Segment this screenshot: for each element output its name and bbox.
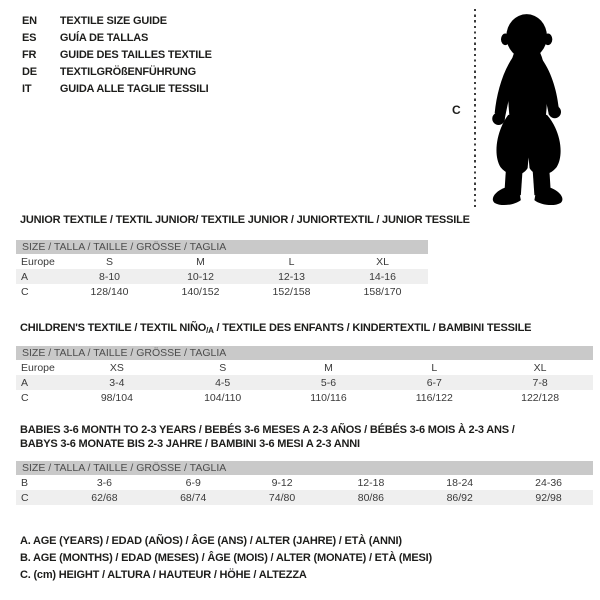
language-row bbox=[22, 47, 212, 64]
cell: 86/92 bbox=[415, 490, 504, 505]
cell: 12-18 bbox=[357, 476, 385, 489]
cell: 116/122 bbox=[415, 391, 453, 404]
cell: 24-36 bbox=[535, 476, 562, 489]
children-title-pre: CHILDREN'S TEXTILE / TEXTIL NIÑO bbox=[20, 322, 207, 334]
junior-table-title: JUNIOR TEXTILE / TEXTIL JUNIOR/ TEXTILE JUNIOR / JUNIORTEXTIL / JUNIOR TESSILE bbox=[20, 214, 470, 226]
table-row bbox=[16, 475, 593, 490]
language-code: DE bbox=[22, 66, 37, 78]
cell: 80/86 bbox=[326, 490, 415, 505]
size-header-row bbox=[16, 240, 428, 254]
children-title-post: / TEXTILE DES ENFANTS / KINDERTEXTIL / BAMBINI TESSILE bbox=[213, 322, 532, 334]
cell: M bbox=[324, 361, 333, 374]
row-label: B bbox=[21, 476, 29, 489]
table-row bbox=[16, 360, 593, 375]
table-row bbox=[16, 490, 593, 505]
language-label: TEXTILGRÖßENFÜHRUNG bbox=[59, 66, 196, 78]
babies-table-title bbox=[20, 423, 515, 451]
cell: L bbox=[431, 361, 438, 374]
children-table-title bbox=[20, 321, 531, 338]
cell: 92/98 bbox=[504, 490, 593, 505]
language-row bbox=[22, 64, 212, 81]
language-list bbox=[22, 13, 212, 98]
junior-size-table bbox=[16, 240, 428, 299]
language-row bbox=[22, 81, 212, 98]
language-code: ES bbox=[22, 32, 37, 44]
row-label: C bbox=[21, 285, 29, 298]
table-row bbox=[16, 390, 593, 405]
height-dotted-line bbox=[474, 9, 476, 209]
cell: 3-6 bbox=[96, 476, 112, 489]
language-code: IT bbox=[22, 83, 32, 95]
cell: 7-8 bbox=[487, 375, 593, 390]
table-row bbox=[16, 269, 428, 284]
cell: 10-12 bbox=[155, 269, 246, 284]
language-label: TEXTILE SIZE GUIDE bbox=[59, 15, 167, 27]
cell: XS bbox=[109, 361, 124, 374]
size-header-row bbox=[16, 461, 593, 475]
baby-head bbox=[506, 14, 547, 59]
legend-line-b: B. AGE (MONTHS) / EDAD (MESES) / ÂGE (MOIS) / ALTER (MONATE) / ETÀ (MESI) bbox=[20, 552, 432, 564]
row-label: Europe bbox=[21, 361, 55, 374]
row-label: C bbox=[21, 391, 29, 404]
cell: XL bbox=[533, 361, 547, 374]
cell: S bbox=[105, 255, 113, 268]
cell: S bbox=[219, 361, 227, 374]
table-row bbox=[16, 284, 428, 299]
table-row bbox=[16, 254, 428, 269]
size-header-row bbox=[16, 346, 593, 360]
cell: 6-7 bbox=[381, 375, 487, 390]
measure-legend bbox=[20, 533, 432, 584]
row-label: A bbox=[16, 375, 64, 390]
cell: 3-4 bbox=[64, 375, 170, 390]
cell: 158/170 bbox=[363, 285, 402, 298]
cell: 74/80 bbox=[238, 490, 327, 505]
cell: 4-5 bbox=[170, 375, 276, 390]
cell: 5-6 bbox=[276, 375, 382, 390]
row-label: C bbox=[16, 490, 60, 505]
cell: 12-13 bbox=[246, 269, 337, 284]
legend-line-c: C. (cm) HEIGHT / ALTURA / HAUTEUR / HÖHE / ALTEZZA bbox=[20, 569, 307, 581]
size-header-label: SIZE / TALLA / TAILLE / GRÖSSE / TAGLIA bbox=[16, 346, 593, 360]
children-title-subscript: /A bbox=[206, 326, 214, 335]
cell: 104/110 bbox=[204, 391, 242, 404]
cell: 122/128 bbox=[521, 391, 560, 404]
language-code: FR bbox=[22, 49, 37, 61]
cell: 98/104 bbox=[100, 391, 133, 404]
row-label: Europe bbox=[21, 255, 55, 268]
baby-silhouette-icon bbox=[485, 10, 577, 210]
babies-size-table bbox=[16, 461, 593, 505]
language-label: GUIDE DES TAILLES TEXTILE bbox=[59, 49, 212, 61]
children-size-table bbox=[16, 346, 593, 405]
legend-line-a: A. AGE (YEARS) / EDAD (AÑOS) / ÂGE (ANS) / ALTER (JAHRE) / ETÀ (ANNI) bbox=[20, 535, 402, 547]
cell: 110/116 bbox=[310, 391, 347, 404]
cell: 68/74 bbox=[149, 490, 238, 505]
row-label: A bbox=[16, 269, 64, 284]
cell: 8-10 bbox=[64, 269, 155, 284]
cell: 14-16 bbox=[337, 269, 428, 284]
language-label: GUIDA ALLE TAGLIE TESSILI bbox=[59, 83, 209, 95]
cell: 9-12 bbox=[271, 476, 293, 489]
cell: 6-9 bbox=[185, 476, 201, 489]
babies-title-line1: BABIES 3-6 MONTH TO 2-3 YEARS / BEBÉS 3-6 MESES A 2-3 AÑOS / BÉBÉS 3-6 MOIS À 2-3 ANS / bbox=[20, 424, 515, 436]
cell: 152/158 bbox=[272, 285, 311, 298]
cell: 140/152 bbox=[181, 285, 220, 298]
language-code: EN bbox=[22, 15, 37, 27]
language-label: GUÍA DE TALLAS bbox=[59, 32, 149, 44]
size-header-label: SIZE / TALLA / TAILLE / GRÖSSE / TAGLIA bbox=[16, 240, 428, 254]
size-header-label: SIZE / TALLA / TAILLE / GRÖSSE / TAGLIA bbox=[16, 461, 593, 475]
language-row bbox=[22, 13, 212, 30]
language-row bbox=[22, 30, 212, 47]
cell: XL bbox=[376, 255, 389, 268]
babies-title-line2: BABYS 3-6 MONATE BIS 2-3 JAHRE / BAMBINI 3-6 MESI A 2-3 ANNI bbox=[20, 438, 360, 450]
table-row bbox=[16, 375, 593, 390]
cell: 18-24 bbox=[446, 476, 474, 489]
cell: L bbox=[288, 255, 295, 268]
cell: 128/140 bbox=[90, 285, 129, 298]
cell: 62/68 bbox=[60, 490, 149, 505]
height-measure-label: C bbox=[452, 103, 461, 117]
cell: M bbox=[196, 255, 205, 268]
